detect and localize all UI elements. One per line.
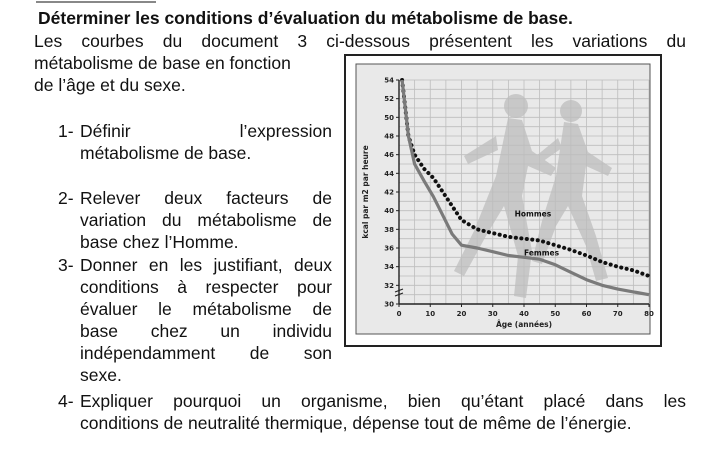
- question-2-line: Relever deux facteurs de: [80, 188, 332, 208]
- x-tick-label: 50: [550, 310, 561, 318]
- y-tick-label: 34: [384, 263, 394, 272]
- question-4-line: Expliquer pourquoi un organisme, bien qu’étant placé dans les: [80, 391, 686, 411]
- question-3-text: [80, 254, 332, 386]
- x-tick-label: 80: [644, 310, 654, 318]
- section-heading: Déterminer les conditions d’évaluation du métabolisme de base.: [38, 8, 573, 28]
- heading-underline-rule: [36, 1, 156, 3]
- question-4-text: [80, 390, 686, 434]
- intro-line-1: Les courbes du document 3 ci-dessous présentent les variations du: [34, 31, 686, 51]
- document-3-figure: [344, 54, 662, 347]
- question-1-text: [80, 120, 332, 164]
- question-2-line: variation du métabolisme de: [80, 210, 332, 230]
- question-2-number: 2-: [58, 188, 74, 208]
- question-2-line: base chez l’Homme.: [80, 232, 239, 252]
- question-3-line: indépendamment de son: [80, 343, 332, 363]
- x-tick-label: 20: [456, 310, 467, 318]
- y-tick-label: 46: [384, 151, 394, 160]
- metabolism-chart: [346, 56, 660, 345]
- y-axis-label: kcal par m2 par heure: [361, 145, 370, 239]
- series-label-femmes: Femmes: [524, 248, 560, 258]
- question-4-number: 4-: [58, 391, 74, 411]
- question-3-line: sexe.: [80, 365, 122, 385]
- x-tick-label: 70: [612, 310, 623, 318]
- question-4-line: conditions de neutralité thermique, dépense tout de même de l’énergie.: [80, 413, 632, 433]
- runner-silhouette-part: [504, 94, 528, 118]
- question-3-line: Donner en les justifiant, deux: [80, 255, 332, 275]
- y-tick-label: 30: [384, 300, 394, 309]
- x-tick-label: 30: [487, 310, 498, 318]
- question-2-text: [80, 187, 332, 253]
- y-tick-label: 48: [384, 132, 394, 141]
- y-tick-label: 54: [384, 76, 394, 85]
- question-3-line: base chez un individu: [80, 321, 332, 341]
- x-axis-label: Âge (années): [495, 320, 553, 329]
- intro-line-2: métabolisme de base en fonction: [34, 53, 291, 73]
- y-tick-label: 42: [384, 188, 394, 197]
- y-tick-label: 40: [384, 207, 394, 216]
- x-tick-label: 40: [519, 310, 529, 318]
- x-tick-label: 10: [425, 310, 436, 318]
- x-tick-label: 0: [396, 310, 402, 318]
- question-3-number: 3-: [58, 255, 74, 275]
- question-3-line: évaluer le métabolisme de: [80, 299, 332, 319]
- question-1-line: Définir l’expression: [80, 121, 332, 141]
- question-3-line: conditions à respecter pour: [80, 277, 332, 297]
- y-tick-label: 52: [384, 95, 394, 104]
- intro-line-3: de l’âge et du sexe.: [34, 75, 186, 95]
- y-tick-label: 36: [384, 244, 394, 253]
- question-1-line: métabolisme de base.: [80, 143, 252, 163]
- question-1-number: 1-: [58, 121, 74, 141]
- y-tick-label: 44: [384, 169, 394, 178]
- y-tick-label: 50: [384, 113, 394, 122]
- y-tick-label: 32: [384, 281, 394, 290]
- y-tick-label: 38: [384, 225, 394, 234]
- x-tick-label: 60: [581, 310, 592, 318]
- series-label-hommes: Hommes: [514, 209, 552, 219]
